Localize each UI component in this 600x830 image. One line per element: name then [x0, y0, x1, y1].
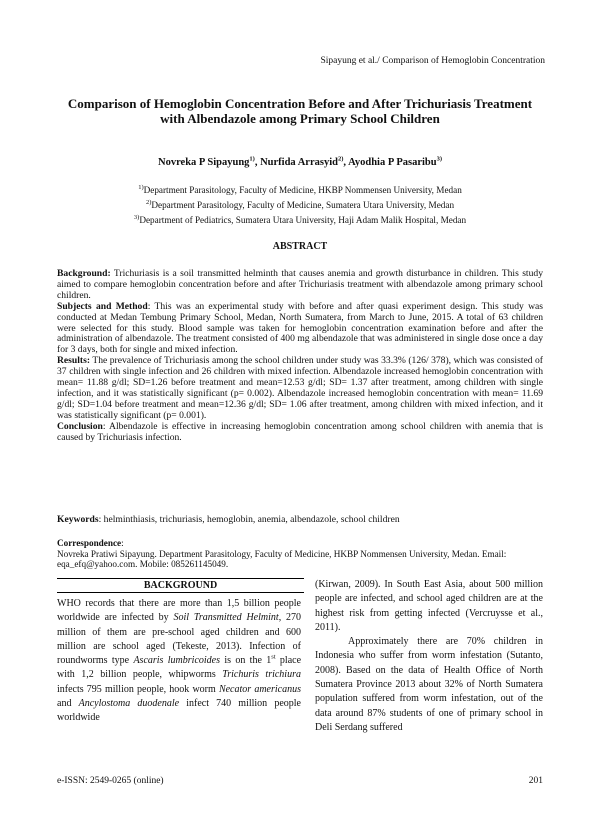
page-number: 201 — [528, 776, 543, 786]
author-affil-marker: 1) — [249, 155, 255, 163]
abstract-methods — [57, 302, 543, 357]
affil-marker: 3) — [133, 213, 140, 221]
keywords-text: : helminthiasis, trichuriasis, hemoglobin, anemia, albendazole, school children — [98, 514, 400, 525]
abstract-label: Conclusion — [57, 420, 103, 432]
body-column-left — [57, 597, 301, 726]
author-name: Ayodhia P Pasaribu — [348, 157, 437, 168]
abstract-body — [57, 269, 543, 444]
author-name: Novreka P Sipayung — [158, 157, 250, 168]
paragraph: WHO records that there are more than 1,5 billion people worldwide are infected by Soil Transmitted Helmint, 270 million of them are pre-school aged children and 600 million are school aged (Tekeste, 2013). Infection of roundworms type Ascaris lumbricoides is on the 1st place with 1,2 billion people, whipworms Trichuris trichiura infects 795 million people, hook worm Necator americanus and Ancylostoma duodenale infect 740 million people worldwide — [57, 598, 302, 724]
correspondence — [57, 538, 543, 570]
abstract-background — [57, 269, 543, 302]
author-line: Novreka P Sipayung$^{1)}$, Nurfida Arrasyid$^{2)}$, Ayodhia P Pasaribu$^{3)}$ — [158, 155, 442, 168]
correspondence-label: Correspondence — [57, 538, 122, 548]
author-name: Nurfida Arrasyid — [260, 157, 338, 168]
affiliation — [60, 215, 540, 225]
correspondence-colon: : — [121, 538, 124, 548]
abstract-text: : This was an experimental study with before and after quasi experiment design. This study was conducted at Medan Tembung Primary School, Medan, North Sumatera, from March to June, 2015. A total of 63 children were selected for this study. Blood sample was taken for hemoglobin concentration examination before and after the administration of albendazole. The treatment consisted of 400 mg albendazole that was administered in single dose once a day for 3 days, both for single and mixed infection. — [57, 300, 544, 356]
affil-text: Department Parasitology, Faculty of Medicine, Sumatera Utara University, Medan — [151, 200, 455, 210]
affiliation — [60, 200, 540, 210]
keywords — [57, 514, 543, 525]
author-affil-marker: 2) — [337, 155, 344, 163]
abstract-label: Subjects and Method — [57, 300, 148, 312]
affiliation — [60, 185, 540, 195]
abstract-conclusion — [57, 422, 543, 444]
running-header: Sipayung et al./ Comparison of Hemoglobin Concentration — [320, 56, 545, 66]
abstract-text: Trichuriasis is a soil transmitted helminth that causes anemia and growth disturbance in children. This study aimed to compare hemoglobin concentration before and after Trichuriasis treatment with albendazole among primary school children. — [57, 268, 543, 301]
affil-marker: 2) — [145, 198, 152, 206]
paragraph: Approximately there are 70% children in Indonesia who suffer from worm infestation (Sutanto, 2008). Based on the data of Health Office of North Sumatera Province 2013 about 32% of North Sumatera population suffered from worm infestation, out of the data around 87% students of one of primary school in Deli Serdang suffered — [315, 636, 543, 733]
abstract-text: The prevalence of Trichuriasis among the school children under study was 33.3% (126/ 378), which was consisted of 37 children with single infection and 26 children with mixed infection. Albendazole increased hemoglobin concentration with mean= 11.88 g/dl; SD=1.26 before treatment and mean=12.53 g/dl; SD= 1.37 after treatment, among children with single infection, and it was statistically significant (p= 0.002). Albendazole increased hemoglobin concentration with mean= 11.69 g/dl; SD=1.04 before treatment and mean=12.36 g/dl; SD= 1.06 after treatment, among children with mixed infection, and it was statistically significant (p= 0.001). — [57, 355, 543, 421]
correspondence-text: Novreka Pratiwi Sipayung. Department Parasitology, Faculty of Medicine, HKBP Nommensen University, Medan. Email: eqa_efq@yahoo.com. Mobile: 085261145049. — [57, 548, 507, 569]
footer-issn: e-ISSN: 2549-0265 (online) — [57, 776, 164, 786]
paragraph: (Kirwan, 2009). In South East Asia, about 500 million people are infected, and school aged children are at the highest risk from getting infected (Vercruysse et al., 2011). — [315, 579, 543, 633]
abstract-text: : Albendazole is effective in increasing hemoglobin concentration among school children with anemia that is caused by Trichuriasis infection. — [57, 420, 543, 443]
affil-text: Department of Pediatrics, Sumatera Utara University, Haji Adam Malik Hospital, Medan — [139, 215, 467, 225]
abstract-heading: ABSTRACT — [272, 241, 328, 252]
affil-marker: 1) — [138, 183, 144, 191]
abstract-results — [57, 356, 543, 421]
paper-title: Comparison of Hemoglobin Concentration Before and After Trichuriasis Treatment with Albendazole among Primary School Children — [67, 96, 533, 126]
abstract-label: Results: — [57, 355, 91, 367]
author-affil-marker: 3) — [436, 155, 442, 163]
body-column-right — [315, 578, 543, 735]
background-heading: BACKGROUND — [57, 578, 304, 593]
keywords-label: Keywords — [57, 514, 99, 525]
abstract-label: Background: — [57, 268, 111, 279]
affil-text: Department Parasitology, Faculty of Medicine, HKBP Nommensen University, Medan — [143, 185, 462, 195]
